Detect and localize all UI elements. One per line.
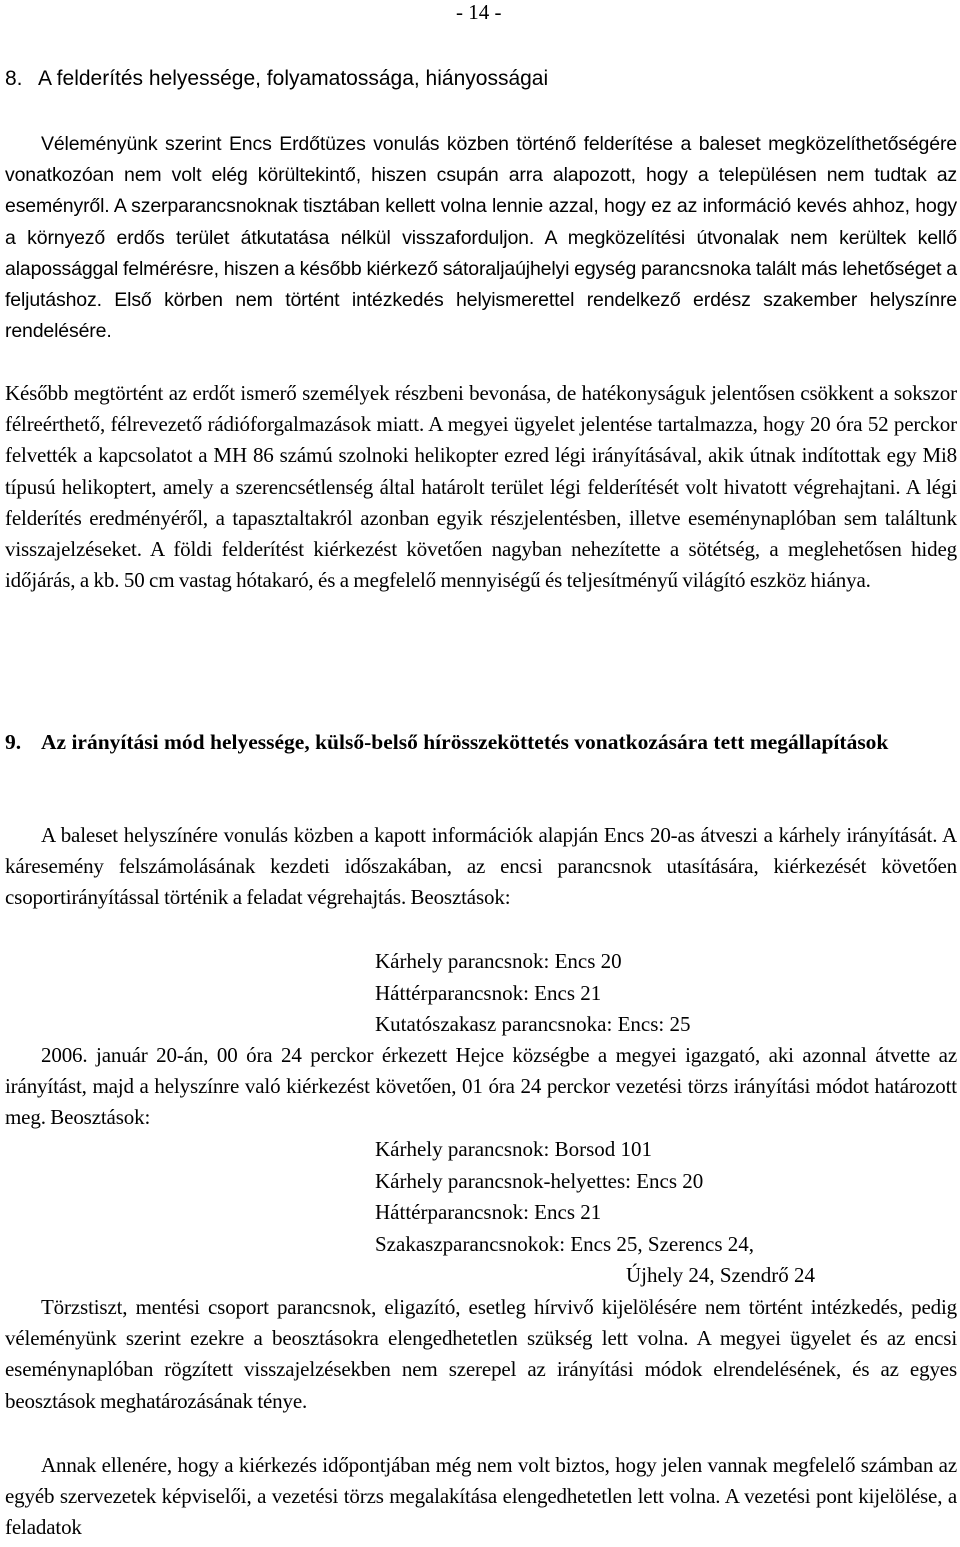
section-9-number: 9.: [5, 730, 22, 754]
section-9-title: Az irányítási mód helyessége, külső-belső hírösszeköttetés vonatkozására tett megállapítások: [41, 730, 889, 754]
section-8-paragraph-2: Később megtörtént az erdőt ismerő személyek részbeni bevonása, de hatékonyságuk jelentősen csökkent a sokszor félreérthető, félrevezető rádióforgalmazások miatt. A megyei ügyelet jelentése tartalmazza, hogy 20 óra 52 perckor felvették a kapcsolatot a MH 86 számú szolnoki helikopter ezred légi irányításával, akik útnak indítottak egy Mi8 típusú helikoptert, amely a szerencsétlenség által határolt terület légi felderítését volt hivatott végrehajtani. A légi felderítés eredményéről, a tapasztaltakról azonban egyik részjelentésben, illetve eseménynaplóban sem találtunk visszajelzéseket. A földi felderítést kiérkezést követően nagyban nehezítette a sötétség, a meglehetősen hideg időjárás, a kb. 50 cm vastag hótakaró, és a megfelelő mennyiségű és teljesítményű világító eszköz hiánya.: [5, 381, 957, 593]
assignment-line: Újhely 24, Szendrő 24: [626, 1263, 815, 1287]
section-8-title: A felderítés helyessége, folyamatossága, hiányosságai: [38, 67, 549, 90]
assignment-line: Kárhely parancsnok: Encs 20: [375, 949, 622, 973]
assignment-line: Kárhely parancsnok: Borsod 101: [375, 1137, 653, 1161]
section-8-paragraph-1: Véleményünk szerint Encs Erdőtüzes vonulás közben történő felderítése a baleset megközelíthetőségére vonatkozóan nem volt elég körültekintő, hiszen csupán arra alapozott, hogy a településen nem tudtak az eseményről. A szerparancsnoknak tisztában kellett volna lennie azzal, hogy ez az információ kevés ahhoz, hogy a környező erdős terület átkutatása nélkül visszaforduljon. A megközelítési útvonalak nem kerültek kellő alapossággal felmérésre, hiszen a később kiérkező sátoraljaújhelyi egység parancsnoka talált más lehetőséget a feljutáshoz. Első körben nem történt intézkedés helyismerettel rendelkező erdész szakember helyszínre rendelésére.: [5, 133, 957, 343]
section-9-paragraph-2: 2006. január 20-án, 00 óra 24 perckor érkezett Hejce községbe a megyei igazgató, aki azonnal átvette az irányítást, majd a helyszínre való kiérkezést követően, 01 óra 24 perckor vezetési törzs irányítási módot határozott meg. Beosztások:: [5, 1043, 957, 1130]
section-8-heading: [5, 63, 957, 95]
section-8-number: 8.: [5, 67, 23, 90]
assignment-line: Háttérparancsnok: Encs 21: [375, 981, 602, 1005]
section-9-paragraph-1: A baleset helyszínére vonulás közben a kapott információk alapján Encs 20-as átveszi a kárhely irányítását. A káresemény felszámolásának kezdeti időszakában, az encsi parancsnok utasítására, kiérkezését követően csoportirányítással történik a feladat végrehajtás. Beosztások:: [5, 823, 957, 910]
assignment-line: Szakaszparancsnokok: Encs 25, Szerencs 24,: [375, 1232, 755, 1256]
section-9-paragraph-3: Törzstiszt, mentési csoport parancsnok, eligazító, esetleg hírvivő kijelölésére nem történt intézkedés, pedig véleményünk szerint ezekre a beosztásokra elengedhetetlen szükség lett volna. A megyei ügyelet és az encsi eseménynaplóban rögzített visszajelzésekben nem szerepel az irányítási módok elrendelésének, és az egyes beosztások meghatározásának ténye.: [5, 1295, 957, 1413]
section-9-heading: [5, 727, 957, 758]
page-number: - 14 -: [456, 0, 502, 24]
assignment-line: Kutatószakasz parancsnoka: Encs: 25: [375, 1012, 691, 1036]
assignment-line: Kárhely parancsnok-helyettes: Encs 20: [375, 1169, 704, 1193]
assignment-line: Háttérparancsnok: Encs 21: [375, 1200, 602, 1224]
section-9-paragraph-4: Annak ellenére, hogy a kiérkezés időpontjában még nem volt biztos, hogy jelen vannak megfelelő számban az egyéb szervezetek képviselői, a vezetési törzs megalakítása elengedhetetlen lett volna. A vezetési pont kijelölése, a feladatok: [5, 1453, 957, 1540]
